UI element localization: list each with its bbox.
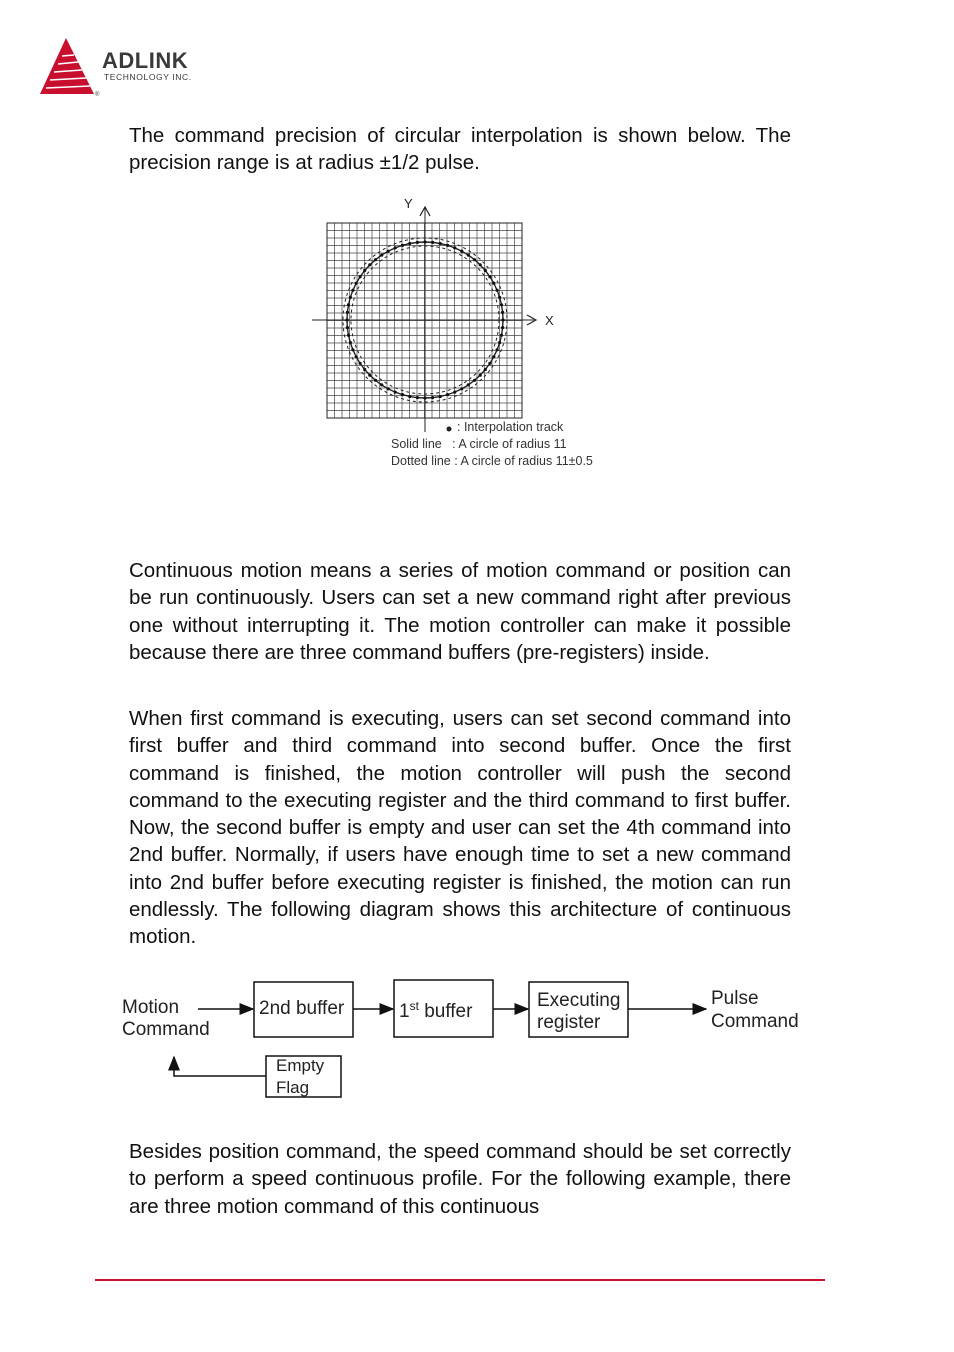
legend-dotted: Dotted line : A circle of radius 11±0.5 [391,454,593,468]
track-dot [349,341,352,344]
track-dot [446,393,449,396]
track-dot [498,296,501,299]
track-dot [460,250,463,253]
track-dot [460,387,463,390]
track-dot [416,241,419,244]
track-dot [484,368,487,371]
executing-register-label-line2: register [537,1012,601,1033]
track-dot [347,303,350,306]
company-logo [38,36,238,100]
logo-subtitle: TECHNOLOGY INC. [104,72,192,82]
track-dot [408,242,411,245]
motion-command-label-line1: Motion [122,997,180,1018]
legend-dot-icon [447,427,452,432]
track-dot [387,387,390,390]
track-dot [355,355,358,358]
track-dot [363,368,366,371]
track-dot [439,395,442,398]
track-dot [401,244,404,247]
x-axis-label: X [545,313,554,328]
track-dot [479,263,482,266]
track-dot [363,269,366,272]
paragraph-continuous-motion: Continuous motion means a series of motion command or position can be run continuously. Users can set a new command right after previous one without interrupting it. The motion controller can make it possible because there are three command buffers (pre-registers) inside. [129,559,791,664]
track-dot [501,318,504,321]
track-dot [467,383,470,386]
track-dot [368,263,371,266]
adlink-triangle-logo-icon [38,36,102,100]
y-axis-label: Y [404,196,413,211]
track-dot [349,296,352,299]
logo-name: ADLINK [102,48,189,73]
track-dot [501,311,504,314]
track-dot [394,391,397,394]
track-dot [374,379,377,382]
track-dot [473,379,476,382]
track-dot [453,246,456,249]
track-dot [416,396,419,399]
legend-track: : Interpolation track [457,420,564,434]
track-dot [374,258,377,261]
track-dot [380,254,383,257]
track-dot [351,289,354,292]
track-dot [500,334,503,337]
paragraph-buffer-description: When first command is executing, users can set second command into first buffer and third command into second buffer. Once the first command is finished, the motion controller will push the second command to the executing register and the third command to first buffer. Now, the second buffer is empty and user can set the 4th command into 2nd buffer. Normally, if users have enough time to set a new command into 2nd buffer before executing register is finished, the motion can run endlessly. The following diagram shows this architecture of continuous motion. [129,707,791,949]
track-dot [423,240,426,243]
track-dot [500,303,503,306]
empty-flag-label-line2: Flag [276,1078,310,1097]
track-dot [467,254,470,257]
legend-solid: Solid line : A circle of radius 11 [391,437,567,451]
empty-flag-label-line1: Empty [276,1056,325,1075]
continuous-motion-buffer-diagram [110,965,830,1110]
track-dot [423,396,426,399]
track-dot [346,326,349,329]
motion-command-label-line2: Command [122,1019,210,1040]
first-buffer-label: 1st buffer [399,999,473,1022]
track-dot [359,362,362,365]
track-dot [484,269,487,272]
track-dot [496,289,499,292]
track-dot [492,355,495,358]
track-dot [359,275,362,278]
track-dot [501,326,504,329]
track-dot [453,391,456,394]
track-dot [347,334,350,337]
pulse-command-label-line2: Command [711,1011,799,1032]
footer-rule [95,1279,825,1281]
track-dot [488,362,491,365]
track-dot [345,318,348,321]
track-dot [431,396,434,399]
track-dot [394,246,397,249]
track-dot [368,374,371,377]
track-dot [346,311,349,314]
executing-register-label-line1: Executing [537,990,621,1011]
track-dot [488,275,491,278]
track-dot [446,244,449,247]
track-dot [351,348,354,351]
paragraph-speed-command: Besides position command, the speed command should be set correctly to perform a speed continuous profile. For the following example, there are three motion command of this continuous [129,1140,791,1218]
track-dot [473,258,476,261]
track-dot [431,241,434,244]
circular-interpolation-figure [300,190,630,475]
track-dot [401,393,404,396]
second-buffer-label: 2nd buffer [259,998,345,1019]
registered-mark: ® [95,92,100,98]
track-dot [479,374,482,377]
paragraph-precision: The command precision of circular interpolation is shown below. The precision range is at radius ±1/2 pulse. [129,124,791,175]
pulse-command-label-line1: Pulse [711,988,759,1009]
track-dot [496,348,499,351]
track-dot [439,242,442,245]
track-dot [355,282,358,285]
track-dot [498,341,501,344]
track-dot [387,250,390,253]
track-dot [380,383,383,386]
empty-flag-feedback-arrow [174,1057,266,1076]
track-dot [492,282,495,285]
track-dot [408,395,411,398]
